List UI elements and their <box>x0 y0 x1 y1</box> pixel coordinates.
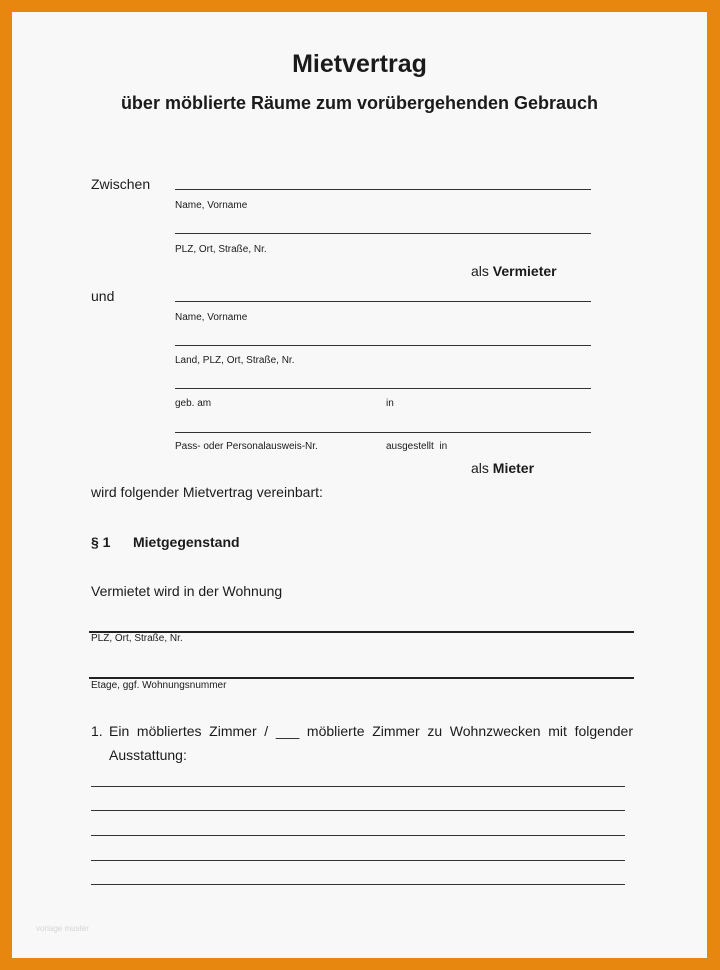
tenant-role-name: Mieter <box>492 460 535 476</box>
tenant-address-caption: Land, PLZ, Ort, Straße, Nr. <box>175 355 295 366</box>
and-label: und <box>91 288 115 304</box>
tenant-id-caption: Pass- oder Personalausweis-Nr. <box>175 441 318 452</box>
landlord-role <box>471 263 557 279</box>
tenant-role <box>471 460 534 476</box>
tenant-address-line[interactable] <box>175 345 591 346</box>
landlord-name-line[interactable] <box>175 189 591 190</box>
landlord-address-caption: PLZ, Ort, Straße, Nr. <box>175 244 267 255</box>
tenant-name-caption: Name, Vorname <box>175 312 248 323</box>
equipment-line[interactable] <box>91 835 625 836</box>
equipment-line[interactable] <box>91 860 625 861</box>
section-1-heading: Mietgegenstand <box>133 534 240 550</box>
tenant-id-issued-caption: ausgestellt in <box>386 441 448 452</box>
equipment-line[interactable] <box>91 786 625 787</box>
landlord-role-prefix: als <box>471 263 489 279</box>
tenant-role-prefix: als <box>471 460 489 476</box>
landlord-address-line[interactable] <box>175 233 591 234</box>
document-page <box>12 12 707 958</box>
agreement-text: wird folgender Mietvertrag vereinbart: <box>91 484 323 500</box>
tenant-birth-line[interactable] <box>175 388 591 389</box>
landlord-role-name: Vermieter <box>492 263 557 279</box>
item-1-number: 1. <box>91 723 103 739</box>
section-1-intro: Vermietet wird in der Wohnung <box>91 583 283 599</box>
tenant-id-line[interactable] <box>175 432 591 433</box>
equipment-line[interactable] <box>91 884 625 885</box>
tenant-birth-caption: geb. am <box>175 398 212 409</box>
document-subtitle: über möblierte Räume zum vorübergehenden Gebrauch <box>120 93 599 113</box>
rental-address-caption: PLZ, Ort, Straße, Nr. <box>91 633 183 644</box>
between-label: Zwischen <box>91 176 151 192</box>
section-1-number: § 1 <box>91 534 111 550</box>
rental-floor-caption: Etage, ggf. Wohnungsnummer <box>91 680 227 691</box>
document-title: Mietvertrag <box>292 50 427 78</box>
rental-floor-line[interactable] <box>89 677 634 679</box>
tenant-name-line[interactable] <box>175 301 591 302</box>
tenant-birth-place-caption: in <box>386 398 394 409</box>
item-1-text: Ein möbliertes Zimmer / ___ möblierte Zimmer zu Wohnzwecken mit folgender Ausstattung: <box>109 723 633 763</box>
watermark: vorlage muster <box>36 924 89 933</box>
equipment-line[interactable] <box>91 810 625 811</box>
landlord-name-caption: Name, Vorname <box>175 200 248 211</box>
